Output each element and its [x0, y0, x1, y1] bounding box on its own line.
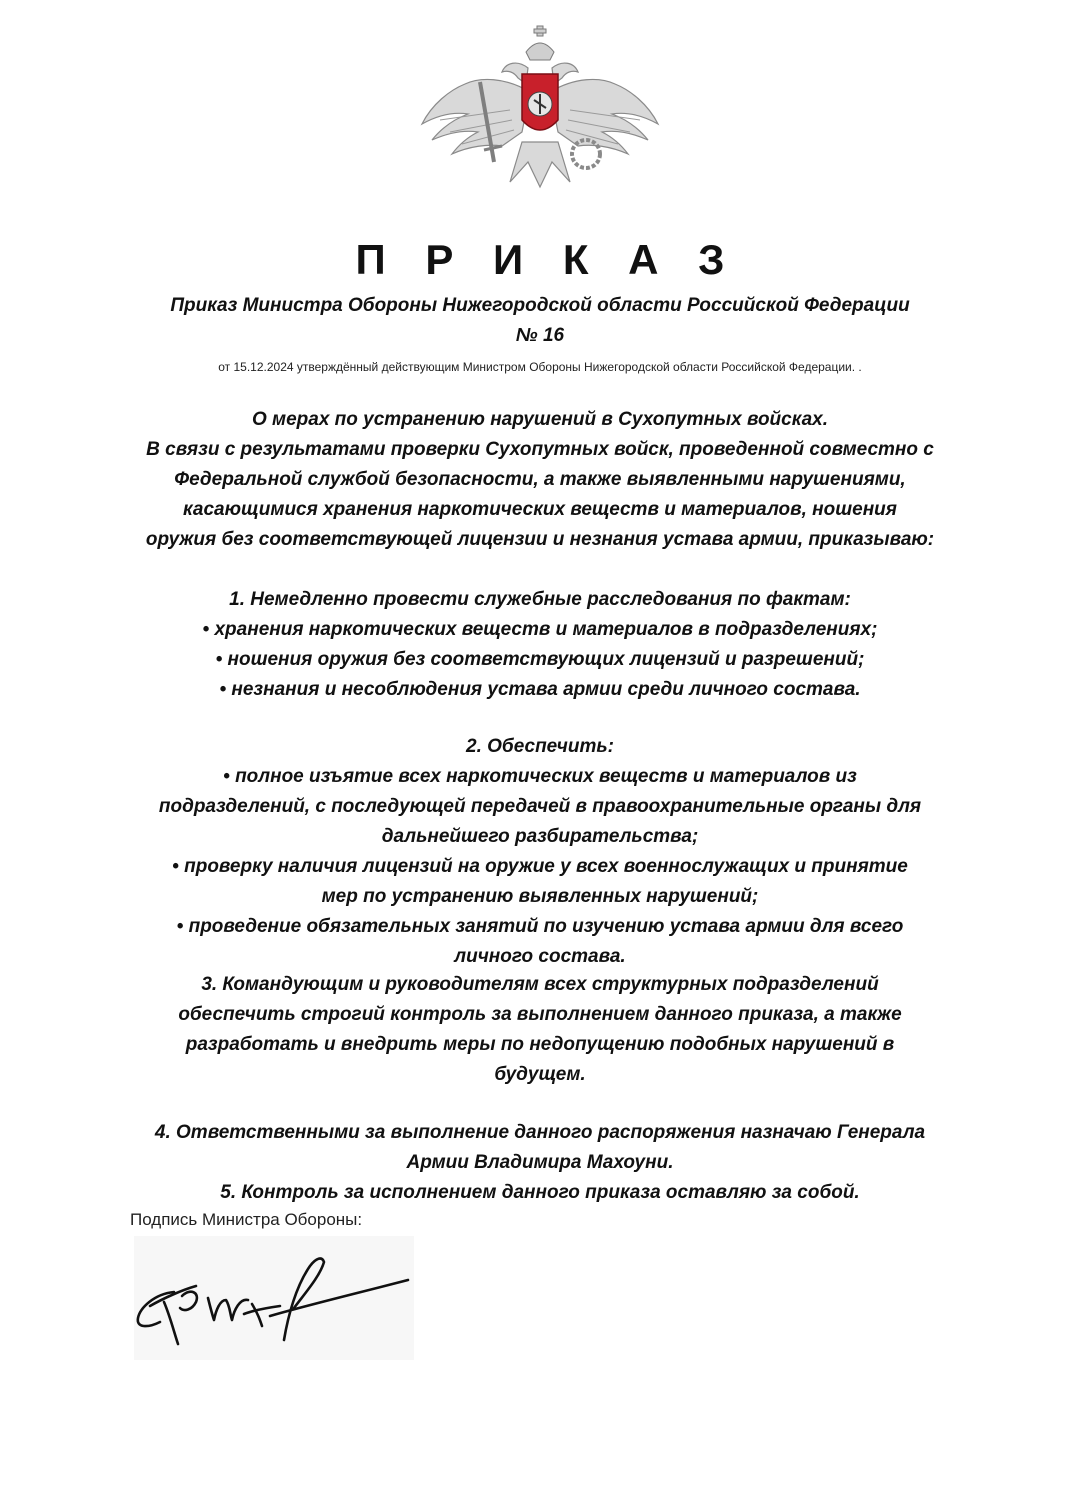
text-line: • проверку наличия лицензий на оружие у всех военнослужащих и принятие [172, 856, 908, 877]
signature-label: Подпись Министра Обороны: [130, 1210, 363, 1229]
approval-line: от 15.12.2024 утверждённый действующим Министром Обороны Нижегородской области Российской Федерации. . [218, 360, 862, 374]
text-line: О мерах по устранению нарушений в Сухопутных войсках. [251, 409, 829, 430]
text-line: дальнейшего разбирательства; [381, 826, 699, 847]
order-number: № 16 [515, 325, 565, 346]
text-line: • ношения оружия без соответствующих лицензий и разрешений; [215, 649, 865, 670]
signature-icon [134, 1236, 414, 1360]
text-line: 5. Контроль за исполнением данного приказа оставляю за собой. [220, 1182, 860, 1203]
text-line: Армии Владимира Махоуни. [406, 1152, 674, 1173]
text-line: • незнания и несоблюдения устава армии среди личного состава. [219, 679, 861, 700]
order-item-2 [90, 732, 990, 972]
text-line: 3. Командующим и руководителям всех структурных подразделений [201, 974, 879, 995]
text-line: будущем. [494, 1064, 586, 1085]
text-line: 2. Обеспечить: [466, 736, 614, 757]
order-item-3 [90, 970, 990, 1090]
order-item-1 [90, 585, 990, 705]
text-line: мер по устранению выявленных нарушений; [321, 886, 759, 907]
order-heading: Приказ Министра Обороны Нижегородской области Российской Федерации [170, 295, 910, 316]
text-line: касающимися хранения наркотических веществ и материалов, ношения [183, 499, 897, 520]
text-line: разработать и внедрить меры по недопущению подобных нарушений в [185, 1034, 895, 1055]
text-line: личного состава. [454, 946, 626, 967]
text-line: 1. Немедленно провести служебные расследования по фактам: [229, 589, 851, 610]
text-line: • проведение обязательных занятий по изучению устава армии для всего [176, 916, 904, 937]
order-items-4-5 [90, 1118, 990, 1208]
text-line: В связи с результатами проверки Сухопутных войск, проведенной совместно с [146, 439, 934, 460]
text-line: • полное изъятие всех наркотических веществ и материалов из [223, 766, 857, 787]
text-line: 4. Ответственными за выполнение данного распоряжения назначаю Генерала [154, 1122, 926, 1143]
text-line: Федеральной службой безопасности, а также выявленными нарушениями, [174, 469, 906, 490]
eagle-emblem-icon [410, 22, 670, 192]
document-title: П Р И К А З [355, 236, 739, 283]
text-line: обеспечить строгий контроль за выполнением данного приказа, а также [178, 1004, 902, 1025]
intro-paragraph [90, 405, 990, 555]
text-line: оружия без соответствующей лицензии и незнания устава армии, приказываю: [145, 529, 935, 550]
text-line: подразделений, с последующей передачей в правоохранительные органы для [158, 796, 922, 817]
text-line: • хранения наркотических веществ и материалов в подразделениях; [202, 619, 878, 640]
